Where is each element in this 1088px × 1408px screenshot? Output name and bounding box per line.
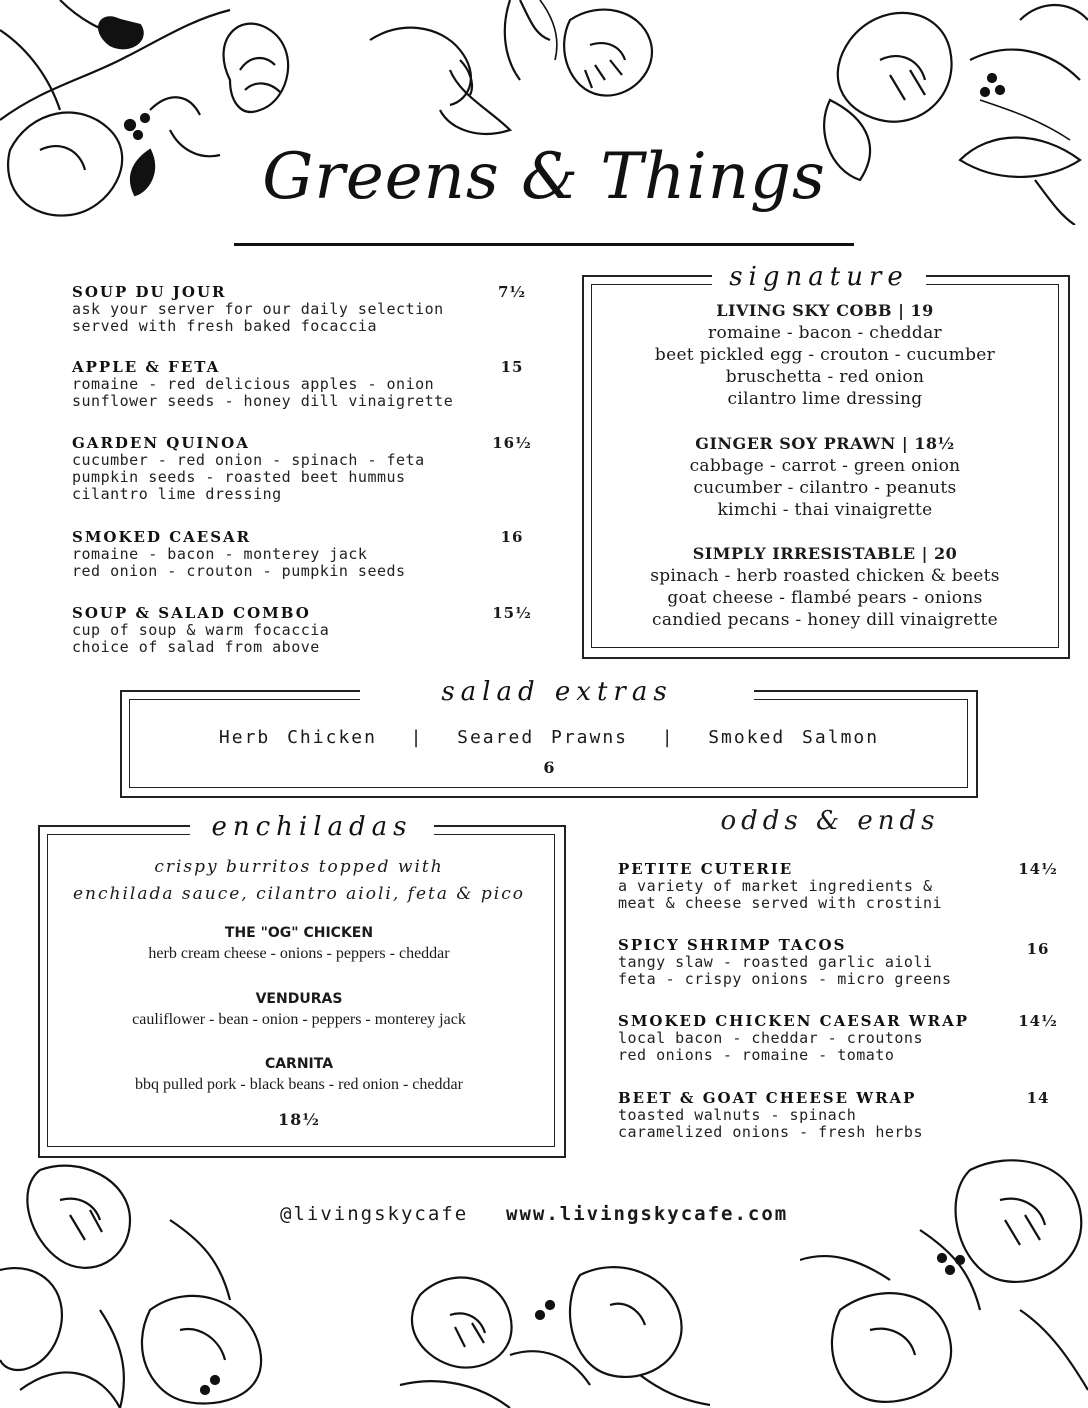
menu-item-desc: served with fresh baked focaccia (72, 317, 377, 335)
odds-item-desc: caramelized onions - fresh herbs (618, 1123, 923, 1141)
salad-extras-title: salad extras (360, 677, 754, 707)
enchilada-item (44, 1053, 554, 1095)
odds-item-desc: toasted walnuts - spinach (618, 1106, 857, 1124)
menu-item (72, 358, 542, 410)
social-handle[interactable]: @livingskycafe (280, 1203, 469, 1225)
website-link[interactable]: www.livingskycafe.com (506, 1203, 789, 1225)
enchiladas-intro: enchilada sauce, cilantro aioli, feta & pico (72, 884, 525, 904)
odds-item-name: SPICY SHRIMP TACOS (618, 936, 847, 954)
signature-item-line: kimchi - thai vinaigrette (717, 500, 933, 520)
odds-item-desc: red onions - romaine - tomato (618, 1046, 895, 1064)
floral-bottom-right-icon (800, 1150, 1088, 1408)
enchilada-item-name: CARNITA (264, 1056, 334, 1072)
menu-item-price: 15½ (492, 604, 532, 622)
signature-item-line: cucumber - cilantro - peanuts (693, 478, 957, 498)
title-divider (234, 243, 854, 246)
enchiladas-price: 18½ (278, 1110, 320, 1129)
odds-item (618, 1089, 1058, 1141)
signature-item-name: SIMPLY IRRESISTABLE | 20 (692, 544, 958, 563)
menu-item-name: GARDEN QUINOA (72, 434, 250, 452)
menu-item-price: 7½ (497, 283, 527, 301)
enchilada-item-line: cauliflower - bean - onion - peppers - monterey jack (132, 1011, 466, 1028)
menu-item-desc: cucumber - red onion - spinach - feta (72, 451, 425, 469)
floral-bottom-left-icon (0, 1160, 300, 1408)
menu-item-name: APPLE & FETA (72, 358, 221, 376)
menu-item-desc: cilantro lime dressing (72, 485, 282, 503)
signature-item-line: romaine - bacon - cheddar (708, 323, 942, 343)
signature-item (590, 433, 1060, 521)
menu-item-desc: cup of soup & warm focaccia (72, 621, 330, 639)
menu-item-desc: romaine - red delicious apples - onion (72, 375, 435, 393)
signature-item-line: bruschetta - red onion (725, 367, 925, 387)
page-title: Greens & Things (262, 140, 826, 214)
signature-item-line: candied pecans - honey dill vinaigrette (652, 610, 998, 630)
signature-item-line: beet pickled egg - crouton - cucumber (654, 345, 996, 365)
odds-item (618, 1012, 1058, 1064)
enchiladas-title: enchiladas (190, 812, 434, 842)
odds-item-desc: a variety of market ingredients & (618, 877, 933, 895)
odds-item-price: 16 (1026, 940, 1050, 958)
odds-item-desc: local bacon - cheddar - croutons (618, 1029, 923, 1047)
menu-item-desc: ask your server for our daily selection (72, 300, 444, 318)
menu-item-name: SMOKED CAESAR (72, 528, 252, 546)
menu-item-desc: pumpkin seeds - roasted beet hummus (72, 468, 406, 486)
odds-item-name: SMOKED CHICKEN CAESAR WRAP (618, 1012, 970, 1030)
enchilada-item-line: bbq pulled pork - black beans - red onion - cheddar (135, 1076, 463, 1093)
odds-item-desc: meat & cheese served with crostini (618, 894, 943, 912)
odds-item-price: 14½ (1018, 860, 1058, 878)
floral-bottom-center-icon (380, 1255, 720, 1408)
enchiladas-intro: crispy burritos topped with (154, 857, 444, 877)
enchilada-item (44, 922, 554, 964)
menu-item-desc: sunflower seeds - honey dill vinaigrette (72, 392, 454, 410)
odds-item (618, 936, 1058, 988)
menu-item (72, 283, 542, 335)
menu-item-price: 16 (500, 528, 524, 546)
menu-item (72, 434, 542, 503)
menu-item (72, 528, 542, 580)
menu-item-price: 15 (500, 358, 524, 376)
signature-item-name: LIVING SKY COBB | 19 (716, 301, 934, 320)
salad-extras-price: 6 (543, 758, 555, 777)
enchilada-item-name: THE "OG" CHICKEN (224, 925, 374, 941)
signature-item-line: goat cheese - flambé pears - onions (667, 588, 983, 608)
salad-extras-list: Herb Chicken | Seared Prawns | Smoked Salmon (218, 727, 880, 748)
menu-item-desc: red onion - crouton - pumpkin seeds (72, 562, 406, 580)
odds-item-name: PETITE CUTERIE (618, 860, 794, 878)
odds-item-price: 14 (1026, 1089, 1050, 1107)
enchilada-item (44, 988, 554, 1030)
signature-item-name: GINGER SOY PRAWN | 18½ (695, 434, 955, 453)
odds-item-desc: feta - crispy onions - micro greens (618, 970, 952, 988)
signature-item-line: cabbage - carrot - green onion (689, 456, 961, 476)
menu-item-desc: romaine - bacon - monterey jack (72, 545, 368, 563)
enchilada-item-line: herb cream cheese - onions - peppers - cheddar (148, 945, 450, 962)
menu-item-name: SOUP & SALAD COMBO (72, 604, 311, 622)
floral-top-center-icon (360, 0, 670, 140)
signature-item-line: cilantro lime dressing (727, 389, 923, 409)
menu-item (72, 604, 542, 656)
odds-item (618, 860, 1058, 912)
signature-item (590, 543, 1060, 631)
odds-item-desc: tangy slaw - roasted garlic aioli (618, 953, 933, 971)
odds-item-price: 14½ (1018, 1012, 1058, 1030)
menu-item-price: 16½ (492, 434, 532, 452)
odds-ends-title: odds & ends (720, 806, 940, 836)
menu-item-name: SOUP DU JOUR (72, 283, 227, 301)
signature-title: signature (712, 262, 926, 292)
odds-item-name: BEET & GOAT CHEESE WRAP (618, 1089, 917, 1107)
menu-item-desc: choice of salad from above (72, 638, 320, 656)
signature-item (590, 300, 1060, 410)
enchilada-item-name: VENDURAS (255, 991, 343, 1007)
signature-item-line: spinach - herb roasted chicken & beets (650, 566, 1000, 586)
